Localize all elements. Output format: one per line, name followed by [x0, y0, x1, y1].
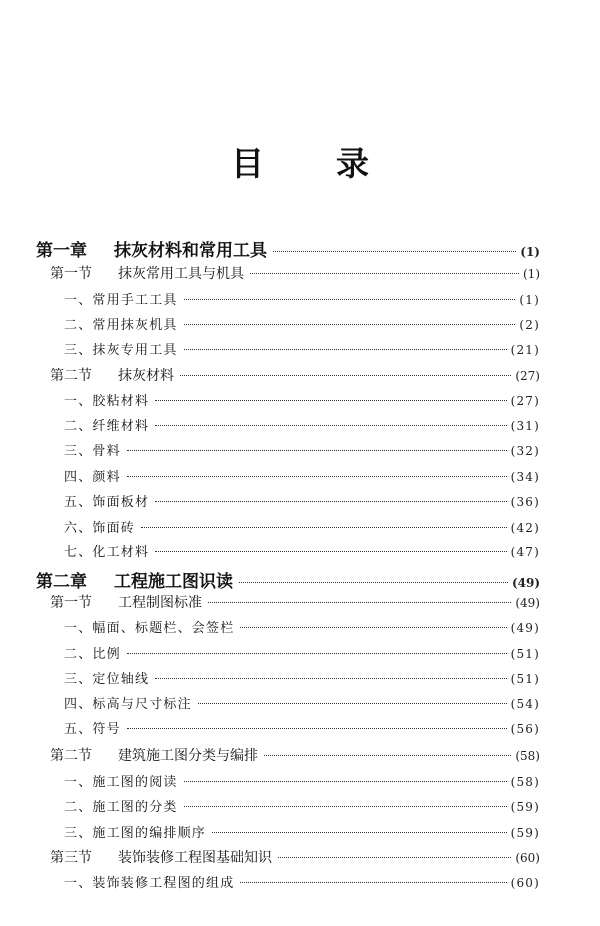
toc-text: 工程施工图识读 [114, 572, 233, 592]
dot-leader [184, 324, 516, 325]
toc-number: 二、 [64, 800, 93, 815]
toc-number: 一、 [64, 621, 93, 636]
toc-item[interactable] [36, 415, 540, 434]
toc-text: 抹灰材料 [118, 368, 174, 384]
toc-text: 颜料 [92, 470, 121, 485]
toc-text: 建筑施工图分类与编排 [118, 748, 258, 764]
dot-leader [127, 653, 507, 654]
toc-item[interactable] [36, 617, 540, 636]
toc-label [64, 491, 149, 510]
toc-label [64, 822, 206, 841]
toc-page-number: (1) [520, 245, 540, 259]
dot-leader [180, 375, 511, 376]
dot-leader [273, 251, 516, 252]
toc-section[interactable] [36, 365, 540, 385]
toc-label [64, 314, 178, 333]
toc-number: 第一节 [50, 266, 92, 282]
toc-number: 一、 [64, 876, 93, 891]
dot-leader [155, 501, 506, 502]
toc-page-number: (51) [510, 672, 540, 686]
toc-number: 第一节 [50, 595, 92, 611]
toc-label [64, 771, 178, 790]
dot-leader [240, 882, 506, 883]
toc-item[interactable] [36, 771, 540, 790]
dot-leader [250, 273, 519, 274]
toc-number: 三、 [64, 343, 93, 358]
dot-leader [240, 627, 506, 628]
dot-leader [155, 551, 506, 552]
toc-section[interactable] [36, 847, 540, 867]
toc-number: 第一章 [36, 241, 87, 261]
toc-label [50, 745, 258, 765]
toc-text: 工程制图标准 [118, 595, 202, 611]
toc-number: 第二章 [36, 572, 87, 592]
toc-label [64, 541, 149, 560]
toc-item[interactable] [36, 517, 540, 536]
toc-page-number: (36) [510, 495, 540, 509]
toc-number: 五、 [64, 495, 93, 510]
toc-page-number: (31) [510, 419, 540, 433]
toc-text: 装饰装修工程图的组成 [92, 876, 235, 891]
toc-text: 施工图的编排顺序 [92, 826, 207, 841]
toc-label [64, 718, 121, 737]
dot-leader [184, 806, 507, 807]
toc-label [64, 466, 121, 485]
toc-number: 二、 [64, 419, 93, 434]
toc-label [64, 872, 234, 891]
toc-page-number: (1) [519, 293, 540, 307]
toc-number: 四、 [64, 697, 93, 712]
toc-label [64, 415, 149, 434]
toc-page-number: (54) [510, 697, 540, 711]
toc-page-number: (42) [510, 521, 540, 535]
toc-page-number: (34) [510, 470, 540, 484]
toc-label [64, 440, 121, 459]
toc-item[interactable] [36, 289, 540, 308]
toc-page-number: (27) [510, 394, 540, 408]
dot-leader [127, 476, 507, 477]
toc-label [50, 263, 244, 283]
toc-page-number: (58) [515, 749, 540, 763]
toc-text: 抹灰常用工具与机具 [118, 266, 244, 282]
toc-label [50, 592, 202, 612]
toc-number: 三、 [64, 444, 93, 459]
toc-label [64, 289, 178, 308]
toc-item[interactable] [36, 822, 540, 841]
dot-leader [155, 678, 506, 679]
toc-text: 施工图的分类 [92, 800, 178, 815]
toc-number: 第三节 [50, 850, 92, 866]
toc-text: 常用抹灰机具 [92, 318, 178, 333]
page-title [0, 138, 600, 185]
toc-text: 抹灰材料和常用工具 [114, 241, 267, 261]
toc-text: 定位轴线 [92, 672, 150, 687]
toc-text: 常用手工工具 [92, 293, 178, 308]
toc-label [64, 796, 178, 815]
toc-text: 抹灰专用工具 [92, 343, 178, 358]
dot-leader [127, 728, 507, 729]
toc-number: 二、 [64, 318, 93, 333]
toc-item[interactable] [36, 339, 540, 358]
toc-item[interactable] [36, 668, 540, 687]
toc-text: 幅面、标题栏、会签栏 [92, 621, 235, 636]
toc-section[interactable] [36, 263, 540, 283]
toc-label [64, 339, 178, 358]
dot-leader [239, 582, 508, 583]
toc-label [64, 517, 135, 536]
toc-page-number: (58) [510, 775, 540, 789]
toc-page-number: (56) [510, 722, 540, 736]
dot-leader [184, 349, 507, 350]
toc-page-number: (32) [510, 444, 540, 458]
toc-section[interactable] [36, 592, 540, 612]
toc-number: 四、 [64, 470, 93, 485]
toc-item[interactable] [36, 872, 540, 891]
toc-section[interactable] [36, 745, 540, 765]
toc-page-number: (27) [515, 369, 540, 383]
toc-number: 三、 [64, 672, 93, 687]
toc-page-number: (60) [515, 851, 540, 865]
toc-label [64, 693, 192, 712]
toc-text: 纤维材料 [92, 419, 150, 434]
dot-leader [184, 781, 507, 782]
toc-label [36, 236, 267, 261]
toc-text: 比例 [92, 647, 121, 662]
toc-text: 饰面砖 [92, 521, 136, 536]
toc-label [50, 847, 272, 867]
toc-chapter[interactable] [36, 567, 540, 592]
dot-leader [264, 755, 511, 756]
toc-text: 化工材料 [92, 545, 150, 560]
toc-text: 符号 [92, 722, 121, 737]
toc-page-number: (49) [511, 576, 540, 590]
toc-text: 施工图的阅读 [92, 775, 178, 790]
dot-leader [212, 832, 507, 833]
toc-page-number: (21) [510, 343, 540, 357]
toc-number: 第二节 [50, 368, 92, 384]
toc-number: 第二节 [50, 748, 92, 764]
toc-chapter[interactable] [36, 236, 540, 261]
toc-number: 一、 [64, 394, 93, 409]
toc-text: 装饰装修工程图基础知识 [118, 850, 272, 866]
dot-leader [141, 527, 507, 528]
toc-text: 胶粘材料 [92, 394, 150, 409]
toc-label [64, 668, 149, 687]
toc-number: 三、 [64, 826, 93, 841]
dot-leader [127, 450, 507, 451]
page-title-part2: 录 [336, 144, 369, 183]
toc-number: 六、 [64, 521, 93, 536]
toc-item[interactable] [36, 440, 540, 459]
toc-item[interactable] [36, 541, 540, 560]
dot-leader [198, 703, 507, 704]
toc-number: 七、 [64, 545, 93, 560]
toc-item[interactable] [36, 643, 540, 662]
dot-leader [208, 602, 511, 603]
dot-leader [184, 299, 516, 300]
dot-leader [155, 400, 506, 401]
toc-text: 饰面板材 [92, 495, 150, 510]
toc-item[interactable] [36, 466, 540, 485]
toc-item[interactable] [36, 390, 540, 409]
toc-number: 二、 [64, 647, 93, 662]
toc-text: 骨料 [92, 444, 121, 459]
toc-number: 五、 [64, 722, 93, 737]
toc-number: 一、 [64, 775, 93, 790]
toc-page-number: (47) [510, 545, 540, 559]
toc-page-number: (59) [510, 800, 540, 814]
toc-item[interactable] [36, 693, 540, 712]
toc-item[interactable] [36, 314, 540, 333]
toc-number: 一、 [64, 293, 93, 308]
dot-leader [155, 425, 506, 426]
toc-page-number: (2) [519, 318, 540, 332]
toc-item[interactable] [36, 796, 540, 815]
toc-item[interactable] [36, 718, 540, 737]
toc-page-number: (49) [510, 621, 540, 635]
toc-page-number: (59) [510, 826, 540, 840]
dot-leader [278, 857, 511, 858]
toc-label [64, 390, 149, 409]
toc-page-number: (1) [523, 267, 540, 281]
toc-page-number: (49) [515, 596, 540, 610]
toc-label [50, 365, 174, 385]
toc-page-number: (60) [510, 876, 540, 890]
toc-item[interactable] [36, 491, 540, 510]
toc-text: 标高与尺寸标注 [92, 697, 192, 712]
toc-label [36, 567, 233, 592]
toc-label [64, 617, 234, 636]
toc-page-number: (51) [510, 647, 540, 661]
page-title-part1: 目 [231, 144, 264, 183]
toc-label [64, 643, 121, 662]
